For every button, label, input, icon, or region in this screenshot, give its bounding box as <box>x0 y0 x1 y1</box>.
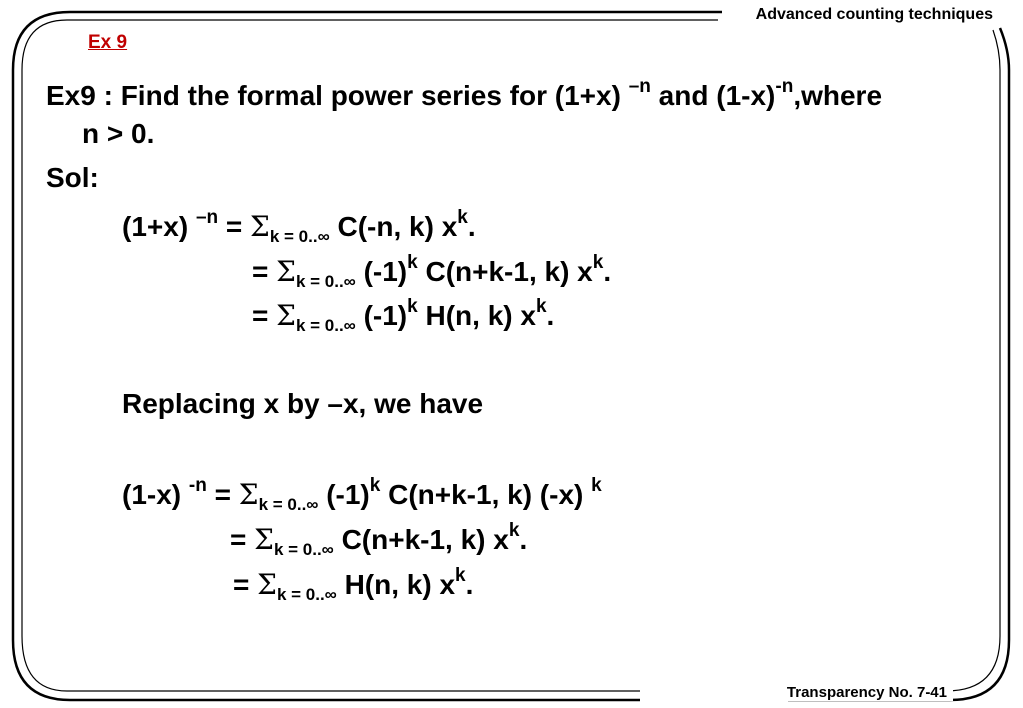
replacing-text: Replacing x by –x, we have <box>122 388 484 419</box>
slide-subtitle: Ex 9 <box>88 32 128 53</box>
equation-step-3: = $\Sigma_{k = 0..\infty}$ $(-1)^k$ H(n, k) $x^k$. <box>252 296 555 335</box>
equation-step-2: = $\Sigma_{k = 0..\infty}$ $(-1)^k$ C(n+k-1, k) $x^k$. <box>252 252 612 291</box>
equation-step-6: = $\Sigma_{k = 0..\infty}$ H(n, k) $x^k$. <box>233 565 474 604</box>
sigma-symbol: Σ <box>238 478 259 511</box>
footer-transparency-number: Transparency No. 7-41 <box>781 684 953 701</box>
problem-line-2: n > 0. <box>82 118 155 149</box>
header-title: Advanced counting techniques <box>750 6 999 24</box>
sigma-symbol: Σ <box>254 523 274 556</box>
equation-step-4: (1-x) $^{-n} = \Sigma_{k = 0..\infty}$ $(-1)^k$ C(n+k-1, k) (-x) $^k$ <box>122 475 602 514</box>
problem-line-1: Ex9 : Find the formal power series for (1+x) $^{-n}$ and $(1-x)^{-n},where$ <box>46 76 883 111</box>
sigma-symbol: Σ <box>250 210 270 243</box>
equation-step-5: = $\Sigma_{k = 0..\infty}$ C(n+k-1, k) $x^k$. <box>230 520 528 559</box>
sol-label: Sol: <box>46 162 99 193</box>
equation-step-1: (1+x) $^{-n} = \Sigma_{k = 0..\infty}$ C(-n, k) $x^k$. <box>122 207 476 246</box>
sigma-symbol: Σ <box>276 299 296 332</box>
sigma-symbol: Σ <box>276 255 296 288</box>
sigma-symbol: Σ <box>257 568 277 601</box>
